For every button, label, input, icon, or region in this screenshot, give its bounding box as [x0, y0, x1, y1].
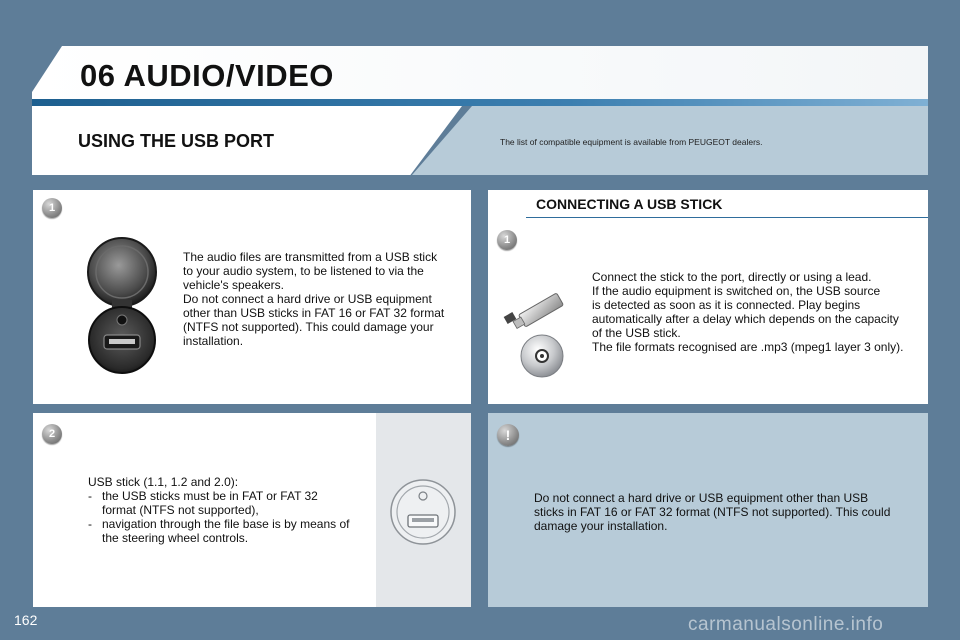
panel1-line: installation. — [183, 334, 244, 348]
panel4-text — [534, 491, 914, 533]
panel3-line: automatically after a delay which depends on the capacity — [592, 312, 899, 326]
badge-1: 1 — [497, 230, 517, 250]
panel2-bullet-line: - the USB sticks must be in FAT or FAT 32 — [102, 489, 318, 503]
panel1-text — [183, 250, 465, 348]
panel2-bullet — [88, 489, 373, 517]
panel3-line: The file formats recognised are .mp3 (mpeg1 layer 3 only). — [592, 340, 904, 354]
panel2-bullet-line: the steering wheel controls. — [102, 531, 249, 545]
dealers-note: The list of compatible equipment is available from PEUGEOT dealers. — [500, 137, 763, 147]
panel1-line: to your audio system, to be listened to via the — [183, 264, 424, 278]
badge-2: 2 — [42, 424, 62, 444]
panel1-line: Do not connect a hard drive or USB equipment — [183, 292, 432, 306]
panel1-line: other than USB sticks in FAT 16 or FAT 32 format — [183, 306, 445, 320]
usb-socket-illustration — [84, 236, 160, 376]
section-title: CONNECTING A USB STICK — [536, 196, 723, 212]
panel2-text — [88, 475, 373, 545]
badge-1: 1 — [42, 198, 62, 218]
panel2-bullet-line: format (NTFS not supported), — [102, 503, 259, 517]
panel3-line: is detected as soon as it is connected. Play begins — [592, 298, 861, 312]
panel3-line: If the audio equipment is switched on, the USB source — [592, 284, 881, 298]
panel2-bullet — [88, 517, 373, 545]
chapter-heading — [80, 58, 334, 94]
panel1-line: The audio files are transmitted from a USB stick — [183, 250, 438, 264]
chapter-number: 06 — [80, 58, 116, 93]
page-subtitle: USING THE USB PORT — [78, 131, 275, 151]
panel3-text — [592, 270, 924, 354]
panel1-line: vehicle's speakers. — [183, 278, 285, 292]
header-stripe — [32, 99, 928, 106]
panel2-intro: USB stick (1.1, 1.2 and 2.0): — [88, 475, 239, 489]
watermark: carmanualsonline.info — [688, 614, 884, 635]
chapter-title: AUDIO/VIDEO — [123, 58, 334, 93]
usb-port-outline-illustration — [389, 478, 457, 546]
page-number: 162 — [14, 612, 38, 628]
warning-icon: ! — [497, 424, 519, 446]
panel2-bullet-line: - navigation through the file base is by means of — [102, 517, 350, 531]
panel4-line: sticks in FAT 16 or FAT 32 format (NTFS not supported). This could — [534, 505, 891, 519]
panel4-line: damage your installation. — [534, 519, 668, 533]
panel1-line: (NTFS not supported). This could damage your — [183, 320, 434, 334]
usb-stick-and-cd-illustration — [503, 290, 573, 380]
panel4-line: Do not connect a hard drive or USB equipment other than USB — [534, 491, 869, 505]
panel3-line: of the USB stick. — [592, 326, 681, 340]
panel3-line: Connect the stick to the port, directly or using a lead. — [592, 270, 872, 284]
